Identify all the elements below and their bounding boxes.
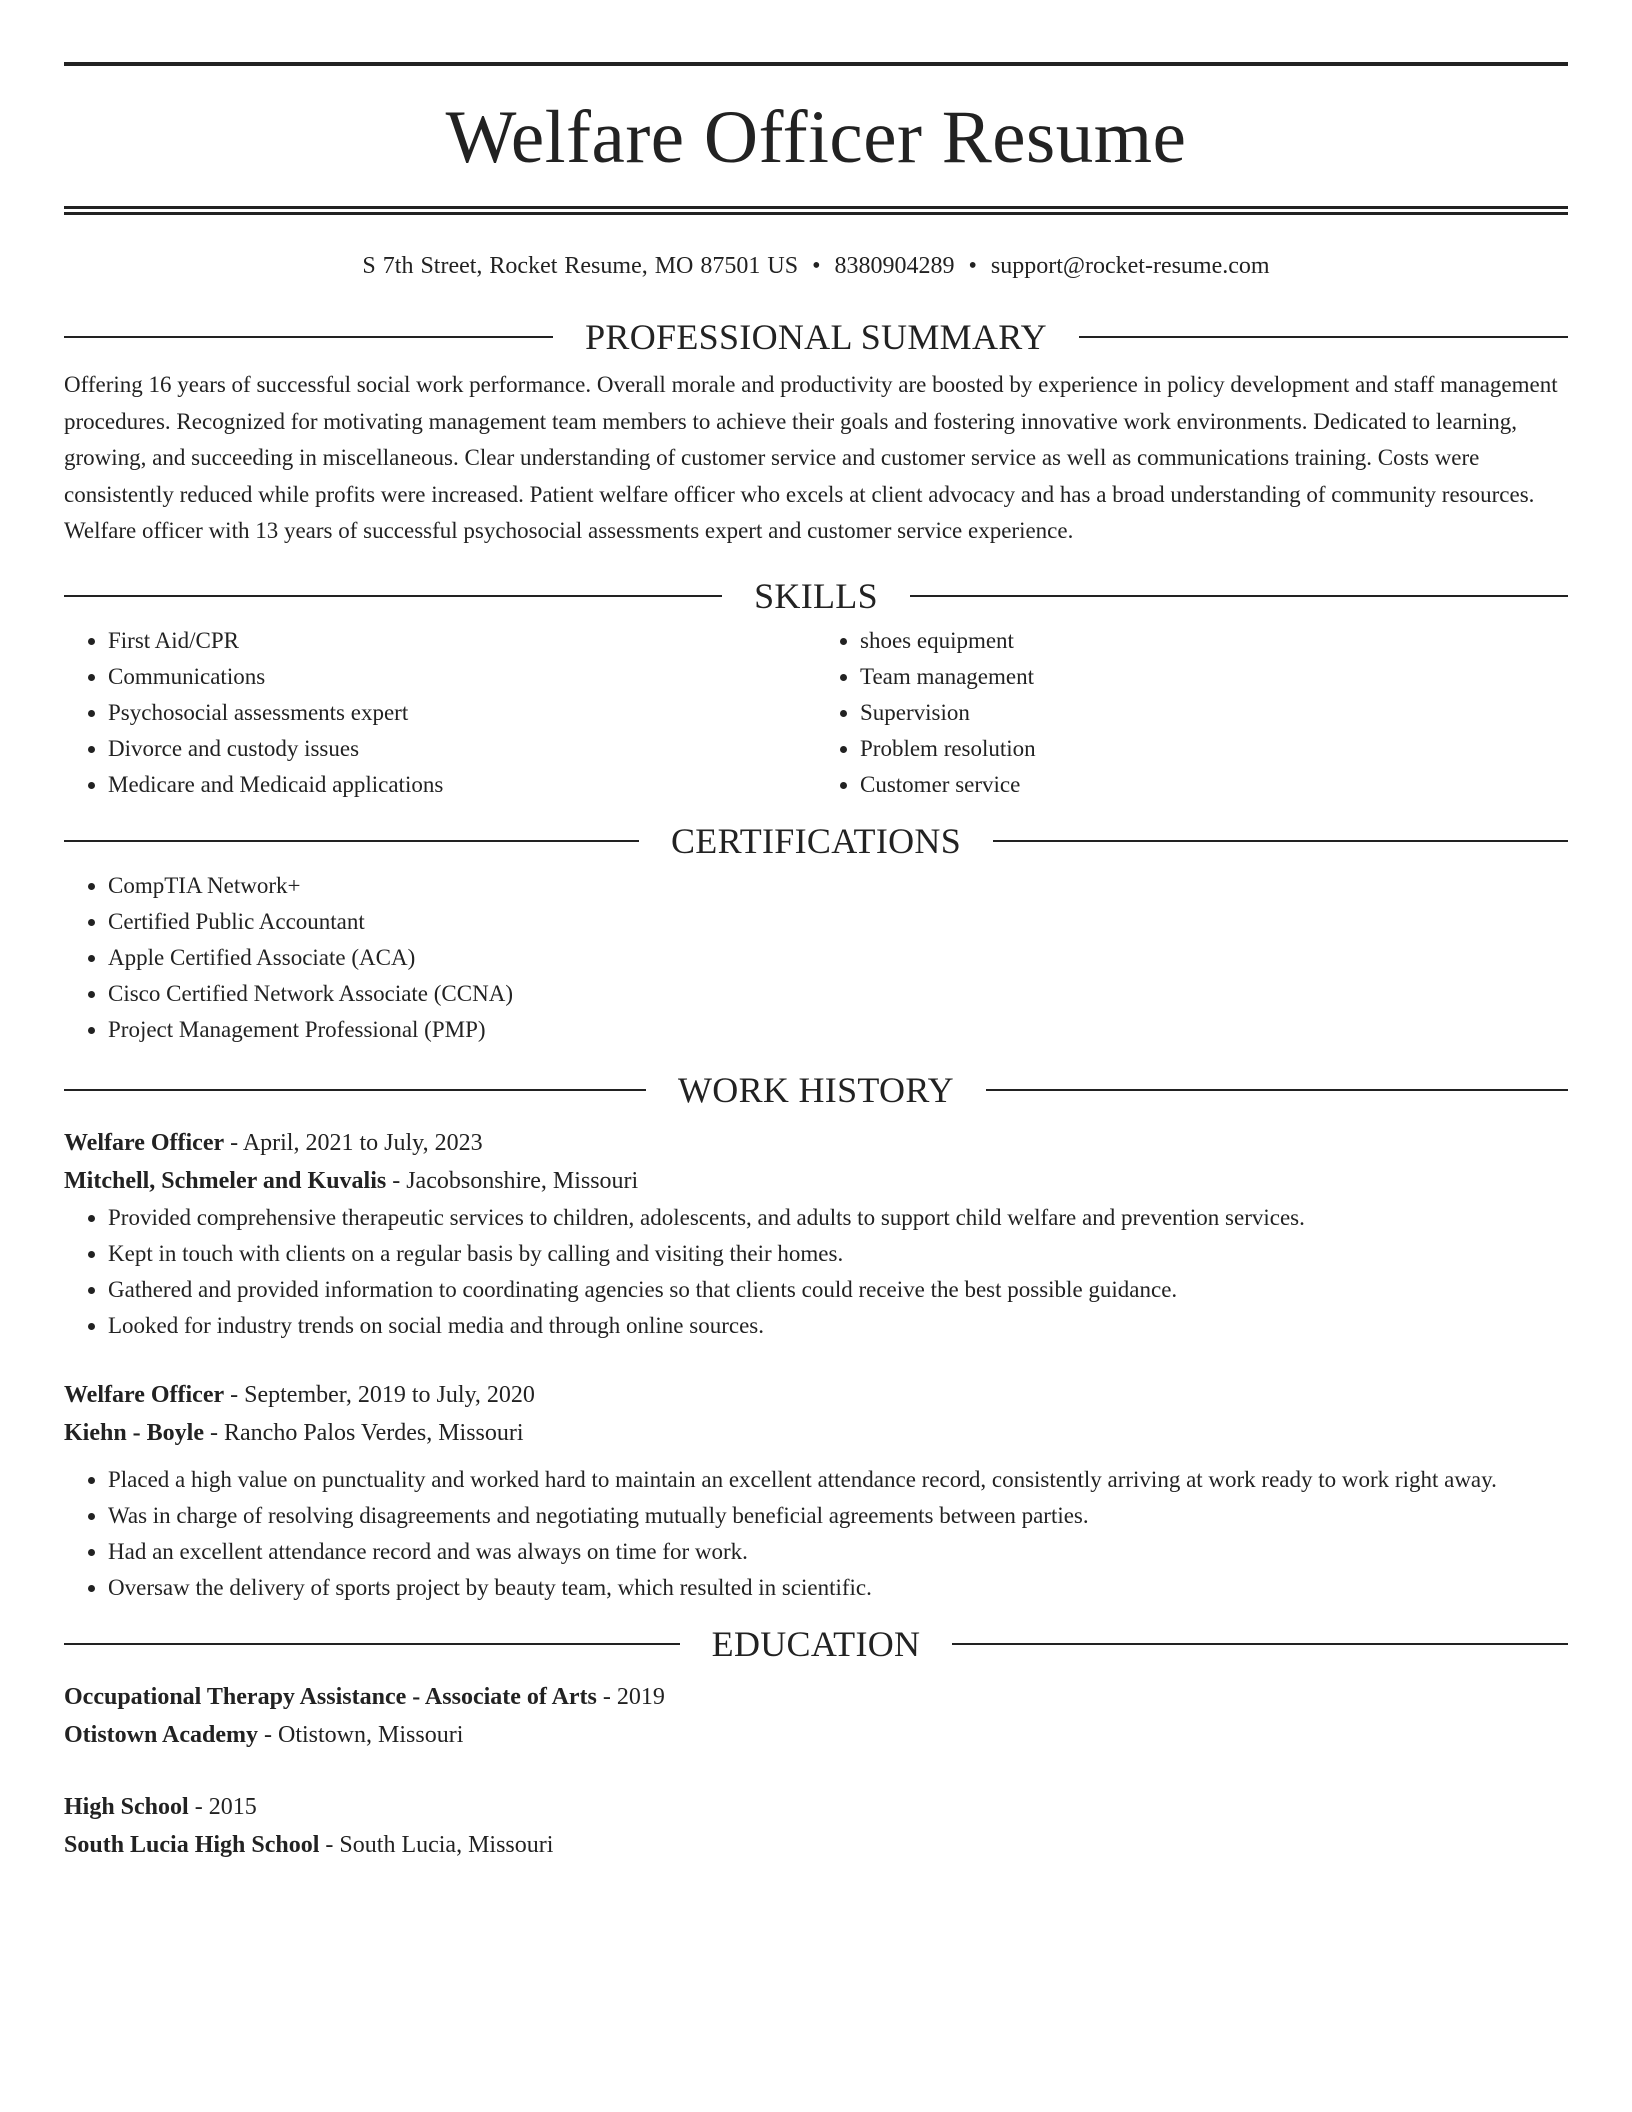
resume-title: Welfare Officer Resume bbox=[445, 96, 1187, 179]
school-line: South Lucia High School - South Lucia, Missouri bbox=[64, 1831, 554, 1858]
contact-separator: • bbox=[968, 253, 977, 279]
degree-year: 2015 bbox=[208, 1793, 257, 1820]
skill-item: • Supervision bbox=[860, 695, 1568, 731]
school-location: South Lucia, Missouri bbox=[339, 1831, 554, 1858]
job-bullet: • Looked for industry trends on social media and through online sources. bbox=[108, 1308, 1568, 1344]
job-company-line: Kiehn - Boyle - Rancho Palos Verdes, Missouri bbox=[64, 1419, 524, 1446]
top-rule bbox=[64, 62, 1568, 66]
certifications-heading bbox=[64, 821, 1568, 861]
job-dates: September, 2019 to July, 2020 bbox=[244, 1381, 535, 1408]
contact-phone: 8380904289 bbox=[834, 253, 955, 279]
school: Otistown Academy bbox=[64, 1721, 258, 1748]
job-bullets bbox=[64, 1462, 1568, 1606]
degree: Occupational Therapy Assistance - Associate of Arts bbox=[64, 1683, 597, 1710]
degree-line: Occupational Therapy Assistance - Associate of Arts - 2019 bbox=[64, 1683, 665, 1710]
heading-rule-right bbox=[993, 840, 1568, 842]
heading-rule-right bbox=[910, 595, 1568, 597]
heading-rule-left bbox=[64, 1643, 680, 1645]
skills-list-left bbox=[64, 623, 816, 803]
skills-columns bbox=[64, 623, 1568, 803]
skills-list-right bbox=[816, 623, 1568, 803]
job-title-line: Welfare Officer - September, 2019 to July, 2020 bbox=[64, 1381, 535, 1408]
job-bullet: • Provided comprehensive therapeutic services to children, adolescents, and adults to support child welfare and prevention services. bbox=[108, 1200, 1568, 1236]
skill-item: • Customer service bbox=[860, 767, 1568, 803]
summary-heading-label: PROFESSIONAL SUMMARY bbox=[585, 317, 1047, 357]
heading-rule-left bbox=[64, 595, 722, 597]
school-line: Otistown Academy - Otistown, Missouri bbox=[64, 1721, 464, 1748]
certifications-heading-label: CERTIFICATIONS bbox=[670, 820, 962, 861]
job-bullet: • Had an excellent attendance record and was always on time for work. bbox=[108, 1534, 1568, 1570]
contact-line bbox=[64, 251, 1568, 281]
job-location: Jacobsonshire, Missouri bbox=[406, 1167, 639, 1194]
skill-item: • Problem resolution bbox=[860, 731, 1568, 767]
job-bullets bbox=[64, 1200, 1568, 1344]
certification-item: • Cisco Certified Network Associate (CCNA) bbox=[108, 976, 1568, 1012]
job-entry bbox=[64, 1124, 1568, 1344]
certification-item: • CompTIA Network+ bbox=[108, 868, 1568, 904]
job-location: Rancho Palos Verdes, Missouri bbox=[224, 1419, 524, 1446]
degree-year: 2019 bbox=[616, 1683, 665, 1710]
summary-text: Offering 16 years of successful social work performance. Overall morale and productivity are boosted by experience in policy development and staff management procedures. Recognized for motivating management team members to achieve their goals and fostering innovative work environments. Dedicated to learning, growing, and succeeding in miscellaneous. Clear understanding of customer service and customer service as well as communications training. Costs were consistently reduced while profits were increased. Patient welfare officer who excels at client advocacy and has a broad understanding of community resources. Welfare officer with 13 years of successful psychosocial assessments expert and customer service experience. bbox=[64, 372, 1558, 543]
job-dates: April, 2021 to July, 2023 bbox=[242, 1129, 483, 1156]
resume-page bbox=[64, 0, 1568, 1864]
certification-item: • Project Management Professional (PMP) bbox=[108, 1012, 1568, 1048]
certification-item: • Certified Public Accountant bbox=[108, 904, 1568, 940]
degree: High School bbox=[64, 1793, 189, 1820]
job-title: Welfare Officer bbox=[64, 1129, 225, 1156]
contact-email[interactable]: support@rocket-resume.com bbox=[990, 253, 1270, 279]
education-entry bbox=[64, 1678, 1568, 1754]
education-heading-label: EDUCATION bbox=[711, 1623, 921, 1664]
contact-address: S 7th Street, Rocket Resume, MO 87501 US bbox=[362, 253, 799, 279]
job-bullet: • Gathered and provided information to coordinating agencies so that clients could receive the best possible guidance. bbox=[108, 1272, 1568, 1308]
skill-item: • shoes equipment bbox=[860, 623, 1568, 659]
heading-rule-right bbox=[1079, 336, 1568, 338]
job-title: Welfare Officer bbox=[64, 1381, 225, 1408]
heading-rule-right bbox=[952, 1643, 1568, 1645]
job-company: Mitchell, Schmeler and Kuvalis bbox=[64, 1167, 387, 1194]
skill-item: • First Aid/CPR bbox=[108, 623, 816, 659]
job-bullet: • Oversaw the delivery of sports project by beauty team, which resulted in scientific. bbox=[108, 1570, 1568, 1606]
skills-heading bbox=[64, 576, 1568, 616]
degree-line: High School - 2015 bbox=[64, 1793, 257, 1820]
job-bullet: • Was in charge of resolving disagreements and negotiating mutually beneficial agreements between parties. bbox=[108, 1498, 1568, 1534]
certifications-list bbox=[64, 868, 1568, 1048]
heading-rule-left bbox=[64, 1089, 646, 1091]
job-company: Kiehn - Boyle bbox=[64, 1419, 205, 1446]
work-heading-label: WORK HISTORY bbox=[678, 1069, 954, 1110]
skill-item: • Communications bbox=[108, 659, 816, 695]
school-location: Otistown, Missouri bbox=[278, 1721, 464, 1748]
work-heading bbox=[64, 1070, 1568, 1110]
job-bullet: • Placed a high value on punctuality and worked hard to maintain an excellent attendance record, consistently arriving at work ready to work right away. bbox=[108, 1462, 1568, 1498]
skill-item: • Medicare and Medicaid applications bbox=[108, 767, 816, 803]
school: South Lucia High School bbox=[64, 1831, 320, 1858]
certification-item: • Apple Certified Associate (ACA) bbox=[108, 940, 1568, 976]
title-double-rule bbox=[64, 206, 1568, 215]
education-heading bbox=[64, 1624, 1568, 1664]
summary-heading bbox=[64, 317, 1568, 357]
skill-item: • Psychosocial assessments expert bbox=[108, 695, 816, 731]
job-company-line: Mitchell, Schmeler and Kuvalis - Jacobsonshire, Missouri bbox=[64, 1167, 639, 1194]
skills-heading-label: SKILLS bbox=[754, 575, 878, 616]
job-title-line: Welfare Officer - April, 2021 to July, 2023 bbox=[64, 1129, 483, 1156]
job-bullet: • Kept in touch with clients on a regular basis by calling and visiting their homes. bbox=[108, 1236, 1568, 1272]
skill-item: • Team management bbox=[860, 659, 1568, 695]
job-entry bbox=[64, 1376, 1568, 1606]
heading-rule-left bbox=[64, 840, 639, 842]
heading-rule-right bbox=[986, 1089, 1568, 1091]
contact-separator: • bbox=[812, 253, 821, 279]
skill-item: • Divorce and custody issues bbox=[108, 731, 816, 767]
education-entry bbox=[64, 1788, 1568, 1864]
heading-rule-left bbox=[64, 336, 553, 338]
